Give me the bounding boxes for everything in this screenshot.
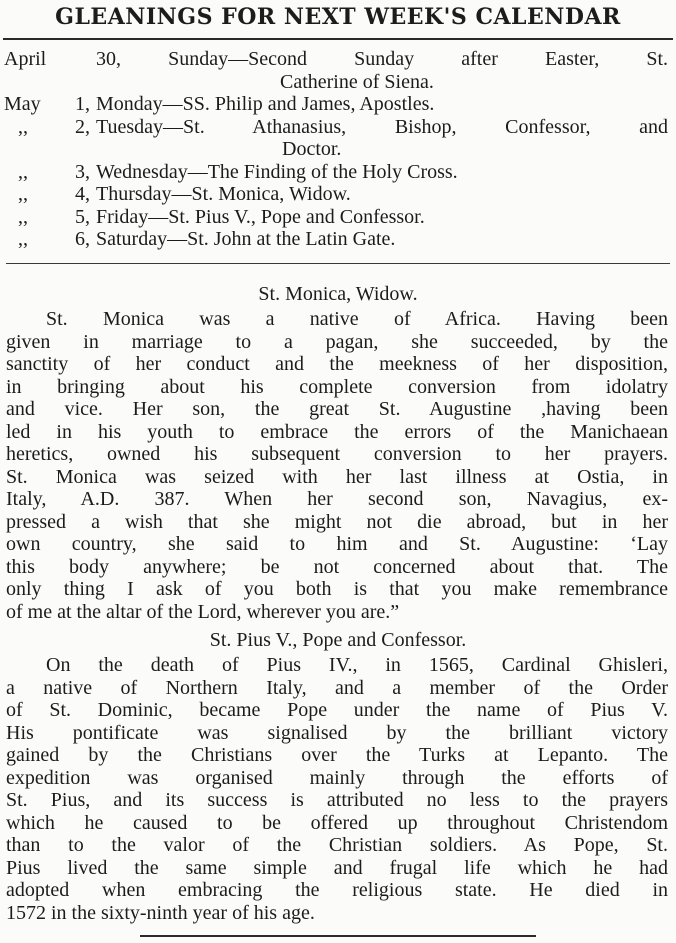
article-line: 1572 in the sixty-ninth year of his age. xyxy=(6,901,315,924)
calendar-day: 6, xyxy=(75,228,90,250)
page-title: GLEANINGS FOR NEXT WEEK'S CALENDAR xyxy=(55,4,621,30)
calendar-day: 2, xyxy=(75,115,90,138)
ditto-mark: ,, xyxy=(18,228,28,250)
calendar-entry-continuation: Doctor. xyxy=(282,138,342,160)
article-line: adopted when embracing the religious state. He died in xyxy=(6,879,668,901)
article-line: in bringing about his complete conversion from idolatry xyxy=(6,375,668,398)
ditto-mark: ,, xyxy=(18,205,28,228)
article-line: and vice. Her son, the great St. Augustine ,having been xyxy=(6,398,668,420)
calendar-feast: Saturday—St. John at the Latin Gate. xyxy=(96,228,396,250)
title-rule xyxy=(3,38,673,40)
calendar-day: 1, xyxy=(75,93,90,115)
article-line: led in his youth to embrace the errors of the Manichaean xyxy=(6,420,668,443)
article-line: which he caused to be offered up throughout Christendom xyxy=(6,811,668,834)
article-line: of St. Dominic, became Pope under the name of Pius V. xyxy=(6,699,668,721)
article-line: St. Monica was seized with her last illness at Ostia, in xyxy=(6,465,668,488)
article-line: Italy, A.D. 387. When her second son, Navagius, ex- xyxy=(6,488,668,510)
article-line: gained by the Christians over the Turks at Lepanto. The xyxy=(6,744,668,766)
calendar-day: 30, xyxy=(96,48,121,70)
monica-article xyxy=(6,308,668,623)
article-line: St. Monica was a native of Africa. Having been xyxy=(46,308,668,330)
pius-heading: St. Pius V., Pope and Confessor. xyxy=(209,629,467,651)
calendar-feast: Tuesday—St. Athanasius, Bishop, Confessor, and xyxy=(96,115,668,138)
article-line: St. Pius, and its success is attributed no less to the prayers xyxy=(6,789,668,811)
section-rule xyxy=(6,263,670,264)
calendar-feast: Sunday—Second Sunday after Easter, St. xyxy=(168,48,669,70)
calendar-entry xyxy=(0,206,676,229)
article-line: heretics, owned his subsequent conversion to her prayers. xyxy=(6,443,668,465)
calendar-day: 4, xyxy=(75,183,90,205)
article-line: of me at the altar of the Lord, wherever you are.” xyxy=(6,600,400,623)
calendar-feast: Monday—SS. Philip and James, Apostles. xyxy=(96,93,435,115)
calendar-feast: Friday—St. Pius V., Pope and Confessor. xyxy=(96,205,425,228)
calendar-entry xyxy=(0,161,676,184)
calendar-entry-text xyxy=(96,48,676,71)
article-line: expedition was organised mainly through the efforts of xyxy=(6,766,668,789)
calendar-entry xyxy=(0,183,676,206)
calendar-day: 5, xyxy=(75,205,90,228)
calendar-month: May xyxy=(4,93,41,115)
end-rule xyxy=(140,935,536,937)
article-line: a native of Northern Italy, and a member of the Order xyxy=(6,676,668,699)
article-line: His pontificate was signalised by the brilliant victory xyxy=(6,721,668,744)
calendar-month: April xyxy=(4,48,47,70)
article-line: sanctity of her conduct and the meekness of her disposition, xyxy=(6,353,668,375)
calendar-feast: Wednesday—The Finding of the Holy Cross. xyxy=(96,160,458,183)
article-line: On the death of Pius IV., in 1565, Cardinal Ghisleri, xyxy=(46,654,668,676)
calendar-entry xyxy=(0,116,676,139)
ditto-mark: ,, xyxy=(18,115,28,138)
calendar-list xyxy=(0,48,676,251)
calendar-entry xyxy=(0,48,676,71)
article-line: this body anywhere; be not concerned about that. The xyxy=(6,555,668,578)
pius-article xyxy=(6,654,668,924)
calendar-entry xyxy=(0,228,676,251)
calendar-feast: Thursday—St. Monica, Widow. xyxy=(96,183,351,205)
article-line: own country, she said to him and St. Augustine: ‘Lay xyxy=(6,533,668,555)
article-line: pressed a wish that she might not die abroad, but in her xyxy=(6,510,668,533)
article-line: given in marriage to a pagan, she succeeded, by the xyxy=(6,330,668,353)
ditto-mark: ,, xyxy=(18,160,28,183)
calendar-entry-continuation: Catherine of Siena. xyxy=(280,70,434,93)
article-line: than to the valor of the Christian soldiers. As Pope, St. xyxy=(6,834,668,856)
calendar-day: 3, xyxy=(75,160,90,183)
calendar-entry xyxy=(0,93,676,116)
article-line: only thing I ask of you both is that you make remembrance xyxy=(6,578,668,600)
article-line: Pius lived the same simple and frugal life which he had xyxy=(6,856,668,879)
ditto-mark: ,, xyxy=(18,183,28,205)
monica-heading: St. Monica, Widow. xyxy=(258,283,418,305)
